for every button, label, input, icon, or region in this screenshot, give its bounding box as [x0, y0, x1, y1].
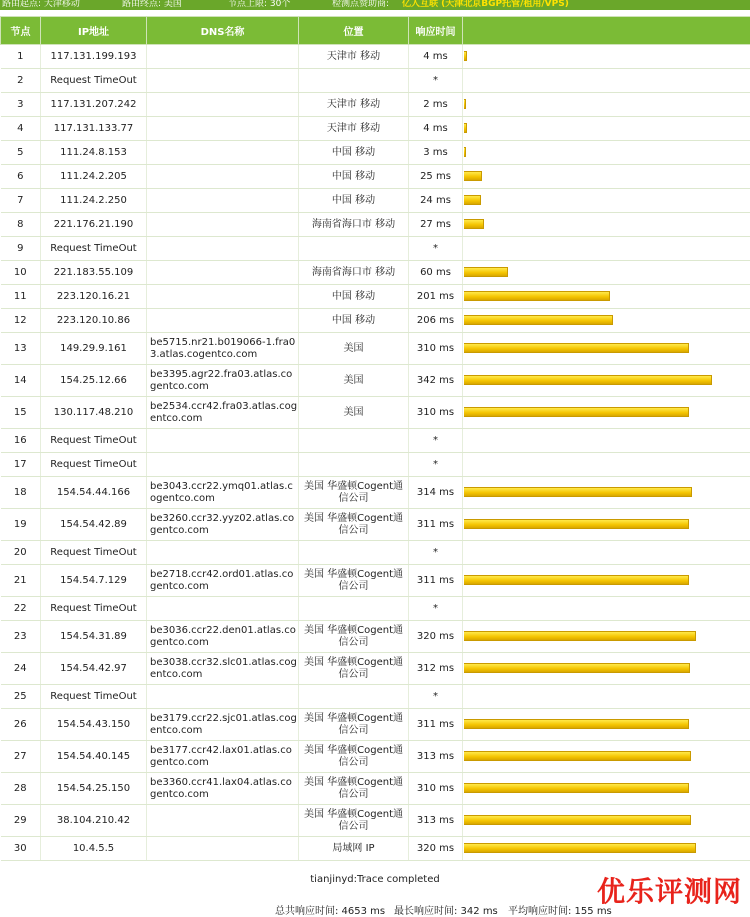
hop-dns [147, 685, 299, 709]
hop-dns: be3043.ccr22.ymq01.atlas.cogentco.com [147, 477, 299, 509]
hop-number: 6 [1, 165, 41, 189]
table-row [1, 597, 750, 621]
hop-bar-cell [463, 237, 750, 261]
trace-status: tianjinyd:Trace completed [310, 874, 440, 885]
table-row [1, 213, 750, 237]
hop-response-time: 312 ms [409, 653, 463, 685]
hop-location: 美国 华盛顿Cogent通信公司 [299, 477, 409, 509]
hop-number: 27 [1, 741, 41, 773]
hop-response-time: 4 ms [409, 45, 463, 69]
latency-bar [464, 147, 466, 157]
hop-bar-cell [463, 509, 750, 541]
hop-location [299, 541, 409, 565]
hop-dns: be3036.ccr22.den01.atlas.cogentco.com [147, 621, 299, 653]
hop-location: 美国 华盛顿Cogent通信公司 [299, 621, 409, 653]
latency-bar [464, 171, 482, 181]
col-hop: 节点 [1, 17, 41, 45]
hop-location [299, 453, 409, 477]
latency-bar [464, 291, 610, 301]
hop-dns [147, 237, 299, 261]
hop-location: 美国 [299, 333, 409, 365]
hop-number: 25 [1, 685, 41, 709]
latency-bar [464, 815, 691, 825]
table-row [1, 365, 750, 397]
hop-dns: be3260.ccr32.yyz02.atlas.cogentco.com [147, 509, 299, 541]
hop-ip: 111.24.8.153 [41, 141, 147, 165]
latency-bar [464, 219, 484, 229]
hop-location: 中国 移动 [299, 165, 409, 189]
hop-dns: be5715.nr21.b019066-1.fra03.atlas.cogentco.com [147, 333, 299, 365]
hop-number: 11 [1, 285, 41, 309]
latency-bar [464, 519, 689, 529]
hop-location: 局域网 IP [299, 837, 409, 861]
table-row [1, 509, 750, 541]
table-row [1, 477, 750, 509]
route-info-bar [0, 0, 750, 10]
col-dns: DNS名称 [147, 17, 299, 45]
latency-bar [464, 487, 692, 497]
table-row [1, 837, 750, 861]
traceroute-table [0, 16, 750, 861]
hop-location: 美国 华盛顿Cogent通信公司 [299, 653, 409, 685]
hop-dns: be2718.ccr42.ord01.atlas.cogentco.com [147, 565, 299, 597]
hop-location [299, 429, 409, 453]
hop-ip: Request TimeOut [41, 597, 147, 621]
hop-bar-cell [463, 773, 750, 805]
hop-response-time: 314 ms [409, 477, 463, 509]
hop-dns: be3179.ccr22.sjc01.atlas.cogentco.com [147, 709, 299, 741]
latency-bar [464, 51, 467, 61]
hop-number: 21 [1, 565, 41, 597]
hop-number: 3 [1, 93, 41, 117]
hop-ip: 221.183.55.109 [41, 261, 147, 285]
hop-response-time: 311 ms [409, 509, 463, 541]
hop-response-time: 311 ms [409, 709, 463, 741]
hop-bar-cell [463, 333, 750, 365]
hop-bar-cell [463, 597, 750, 621]
hop-location: 美国 [299, 397, 409, 429]
hop-bar-cell [463, 93, 750, 117]
hop-number: 20 [1, 541, 41, 565]
sponsor-prefix: 检测点赞助商: [332, 0, 390, 9]
hop-response-time: * [409, 453, 463, 477]
hop-response-time: 320 ms [409, 837, 463, 861]
table-row [1, 261, 750, 285]
col-response-time: 响应时间 [409, 17, 463, 45]
hop-limit: 节点上限: 30个 [228, 0, 291, 9]
hop-dns [147, 93, 299, 117]
hop-dns [147, 213, 299, 237]
hop-ip: 149.29.9.161 [41, 333, 147, 365]
hop-bar-cell [463, 285, 750, 309]
hop-dns: be2534.ccr42.fra03.atlas.cogentco.com [147, 397, 299, 429]
hop-bar-cell [463, 653, 750, 685]
hop-dns: be3360.ccr41.lax04.atlas.cogentco.com [147, 773, 299, 805]
hop-location [299, 597, 409, 621]
hop-response-time: 201 ms [409, 285, 463, 309]
latency-bar [464, 631, 696, 641]
hop-location: 天津市 移动 [299, 117, 409, 141]
hop-response-time: * [409, 237, 463, 261]
hop-ip: 117.131.199.193 [41, 45, 147, 69]
hop-number: 26 [1, 709, 41, 741]
hop-ip: 154.54.25.150 [41, 773, 147, 805]
latency-bar [464, 575, 689, 585]
hop-number: 28 [1, 773, 41, 805]
hop-location: 天津市 移动 [299, 93, 409, 117]
hop-number: 30 [1, 837, 41, 861]
hop-bar-cell [463, 477, 750, 509]
hop-bar-cell [463, 741, 750, 773]
hop-bar-cell [463, 453, 750, 477]
hop-bar-cell [463, 165, 750, 189]
table-row [1, 333, 750, 365]
hop-number: 24 [1, 653, 41, 685]
hop-dns [147, 453, 299, 477]
hop-response-time: 310 ms [409, 333, 463, 365]
hop-dns [147, 189, 299, 213]
latency-bar [464, 267, 508, 277]
hop-ip: 154.54.44.166 [41, 477, 147, 509]
hop-ip: Request TimeOut [41, 685, 147, 709]
latency-bar [464, 783, 689, 793]
hop-dns: be3038.ccr32.slc01.atlas.cogentco.com [147, 653, 299, 685]
hop-dns [147, 541, 299, 565]
hop-ip: Request TimeOut [41, 69, 147, 93]
table-row [1, 805, 750, 837]
hop-number: 13 [1, 333, 41, 365]
table-row [1, 165, 750, 189]
hop-response-time: 27 ms [409, 213, 463, 237]
hop-ip: 38.104.210.42 [41, 805, 147, 837]
hop-number: 17 [1, 453, 41, 477]
hop-location: 天津市 移动 [299, 45, 409, 69]
latency-bar [464, 195, 481, 205]
hop-ip: 154.54.43.150 [41, 709, 147, 741]
latency-bar [464, 375, 712, 385]
hop-dns [147, 69, 299, 93]
total-response-time: 总共响应时间: 4653 ms [275, 906, 386, 917]
table-row [1, 397, 750, 429]
hop-location: 中国 移动 [299, 285, 409, 309]
table-row [1, 309, 750, 333]
hop-location: 海南省海口市 移动 [299, 213, 409, 237]
hop-number: 19 [1, 509, 41, 541]
hop-bar-cell [463, 69, 750, 93]
hop-response-time: 320 ms [409, 621, 463, 653]
hop-response-time: 3 ms [409, 141, 463, 165]
hop-ip: 154.25.12.66 [41, 365, 147, 397]
hop-location: 美国 华盛顿Cogent通信公司 [299, 709, 409, 741]
hop-bar-cell [463, 261, 750, 285]
latency-bar [464, 407, 689, 417]
table-row [1, 565, 750, 597]
hop-response-time: 310 ms [409, 773, 463, 805]
hop-location: 美国 华盛顿Cogent通信公司 [299, 773, 409, 805]
hop-ip: 154.54.42.97 [41, 653, 147, 685]
hop-ip: 154.54.31.89 [41, 621, 147, 653]
hop-location: 中国 移动 [299, 141, 409, 165]
hop-dns [147, 309, 299, 333]
hop-ip: 111.24.2.205 [41, 165, 147, 189]
table-header-row [1, 17, 750, 45]
hop-bar-cell [463, 309, 750, 333]
hop-number: 4 [1, 117, 41, 141]
hop-response-time: 311 ms [409, 565, 463, 597]
hop-number: 18 [1, 477, 41, 509]
hop-location: 美国 华盛顿Cogent通信公司 [299, 805, 409, 837]
hop-response-time: 60 ms [409, 261, 463, 285]
hop-dns [147, 805, 299, 837]
hop-response-time: * [409, 541, 463, 565]
max-response-time: 最长响应时间: 342 ms [394, 906, 498, 917]
hop-number: 12 [1, 309, 41, 333]
table-row [1, 117, 750, 141]
hop-ip: 117.131.133.77 [41, 117, 147, 141]
table-row [1, 189, 750, 213]
table-row [1, 541, 750, 565]
hop-dns [147, 261, 299, 285]
hop-ip: 117.131.207.242 [41, 93, 147, 117]
table-row [1, 93, 750, 117]
hop-location [299, 237, 409, 261]
hop-location: 中国 移动 [299, 309, 409, 333]
hop-response-time: 25 ms [409, 165, 463, 189]
hop-response-time: 342 ms [409, 365, 463, 397]
hop-ip: Request TimeOut [41, 541, 147, 565]
hop-dns [147, 165, 299, 189]
hop-number: 16 [1, 429, 41, 453]
hop-number: 22 [1, 597, 41, 621]
avg-response-time: 平均响应时间: 155 ms [508, 906, 612, 917]
hop-number: 5 [1, 141, 41, 165]
hop-location: 海南省海口市 移动 [299, 261, 409, 285]
hop-bar-cell [463, 709, 750, 741]
latency-bar [464, 343, 689, 353]
hop-response-time: 206 ms [409, 309, 463, 333]
hop-ip: Request TimeOut [41, 429, 147, 453]
hop-response-time: * [409, 597, 463, 621]
hop-response-time: * [409, 69, 463, 93]
hop-dns [147, 597, 299, 621]
hop-dns [147, 837, 299, 861]
hop-bar-cell [463, 365, 750, 397]
table-row [1, 653, 750, 685]
hop-number: 2 [1, 69, 41, 93]
col-location: 位置 [299, 17, 409, 45]
hop-ip: Request TimeOut [41, 237, 147, 261]
hop-ip: Request TimeOut [41, 453, 147, 477]
hop-bar-cell [463, 565, 750, 597]
hop-bar-cell [463, 429, 750, 453]
hop-response-time: * [409, 429, 463, 453]
col-bar [463, 17, 750, 45]
hop-ip: 130.117.48.210 [41, 397, 147, 429]
hop-number: 15 [1, 397, 41, 429]
route-start: 路由起点: 天津移动 [2, 0, 80, 9]
hop-response-time: 313 ms [409, 741, 463, 773]
hop-bar-cell [463, 685, 750, 709]
latency-bar [464, 719, 689, 729]
hop-bar-cell [463, 141, 750, 165]
hop-ip: 223.120.10.86 [41, 309, 147, 333]
hop-location [299, 685, 409, 709]
hop-location: 中国 移动 [299, 189, 409, 213]
hop-dns [147, 285, 299, 309]
latency-bar [464, 123, 467, 133]
latency-bar [464, 751, 691, 761]
hop-location: 美国 华盛顿Cogent通信公司 [299, 741, 409, 773]
hop-location: 美国 华盛顿Cogent通信公司 [299, 509, 409, 541]
hop-ip: 10.4.5.5 [41, 837, 147, 861]
hop-response-time: 4 ms [409, 117, 463, 141]
latency-bar [464, 843, 696, 853]
hop-dns [147, 117, 299, 141]
hop-ip: 154.54.40.145 [41, 741, 147, 773]
hop-bar-cell [463, 805, 750, 837]
hop-number: 8 [1, 213, 41, 237]
hop-response-time: 313 ms [409, 805, 463, 837]
hop-bar-cell [463, 189, 750, 213]
latency-bar [464, 99, 466, 109]
site-watermark: 优乐评测网 [596, 875, 742, 908]
table-row [1, 69, 750, 93]
hop-bar-cell [463, 541, 750, 565]
hop-dns [147, 45, 299, 69]
sponsor-link[interactable]: 亿人互联 (天津北京BGP托管/租用/VPS) [402, 0, 569, 9]
latency-bar [464, 663, 690, 673]
table-row [1, 685, 750, 709]
latency-bar [464, 315, 613, 325]
table-row [1, 141, 750, 165]
hop-number: 1 [1, 45, 41, 69]
hop-response-time: 2 ms [409, 93, 463, 117]
hop-ip: 221.176.21.190 [41, 213, 147, 237]
hop-response-time: 24 ms [409, 189, 463, 213]
table-row [1, 285, 750, 309]
table-row [1, 709, 750, 741]
hop-ip: 154.54.42.89 [41, 509, 147, 541]
route-end: 路由终点: 美国 [122, 0, 182, 9]
table-row [1, 453, 750, 477]
table-row [1, 741, 750, 773]
col-ip: IP地址 [41, 17, 147, 45]
hop-dns: be3177.ccr42.lax01.atlas.cogentco.com [147, 741, 299, 773]
hop-bar-cell [463, 397, 750, 429]
hop-dns [147, 141, 299, 165]
table-row [1, 773, 750, 805]
hop-bar-cell [463, 45, 750, 69]
table-row [1, 429, 750, 453]
table-row [1, 621, 750, 653]
hop-response-time: 310 ms [409, 397, 463, 429]
hop-number: 7 [1, 189, 41, 213]
hop-number: 29 [1, 805, 41, 837]
hop-response-time: * [409, 685, 463, 709]
hop-location [299, 69, 409, 93]
hop-bar-cell [463, 117, 750, 141]
hop-ip: 111.24.2.250 [41, 189, 147, 213]
hop-dns: be3395.agr22.fra03.atlas.cogentco.com [147, 365, 299, 397]
hop-number: 14 [1, 365, 41, 397]
hop-number: 23 [1, 621, 41, 653]
hop-ip: 223.120.16.21 [41, 285, 147, 309]
hop-location: 美国 华盛顿Cogent通信公司 [299, 565, 409, 597]
hop-bar-cell [463, 837, 750, 861]
hop-bar-cell [463, 213, 750, 237]
hop-bar-cell [463, 621, 750, 653]
hop-number: 9 [1, 237, 41, 261]
table-row [1, 45, 750, 69]
hop-number: 10 [1, 261, 41, 285]
hop-ip: 154.54.7.129 [41, 565, 147, 597]
hop-dns [147, 429, 299, 453]
hop-location: 美国 [299, 365, 409, 397]
table-row [1, 237, 750, 261]
